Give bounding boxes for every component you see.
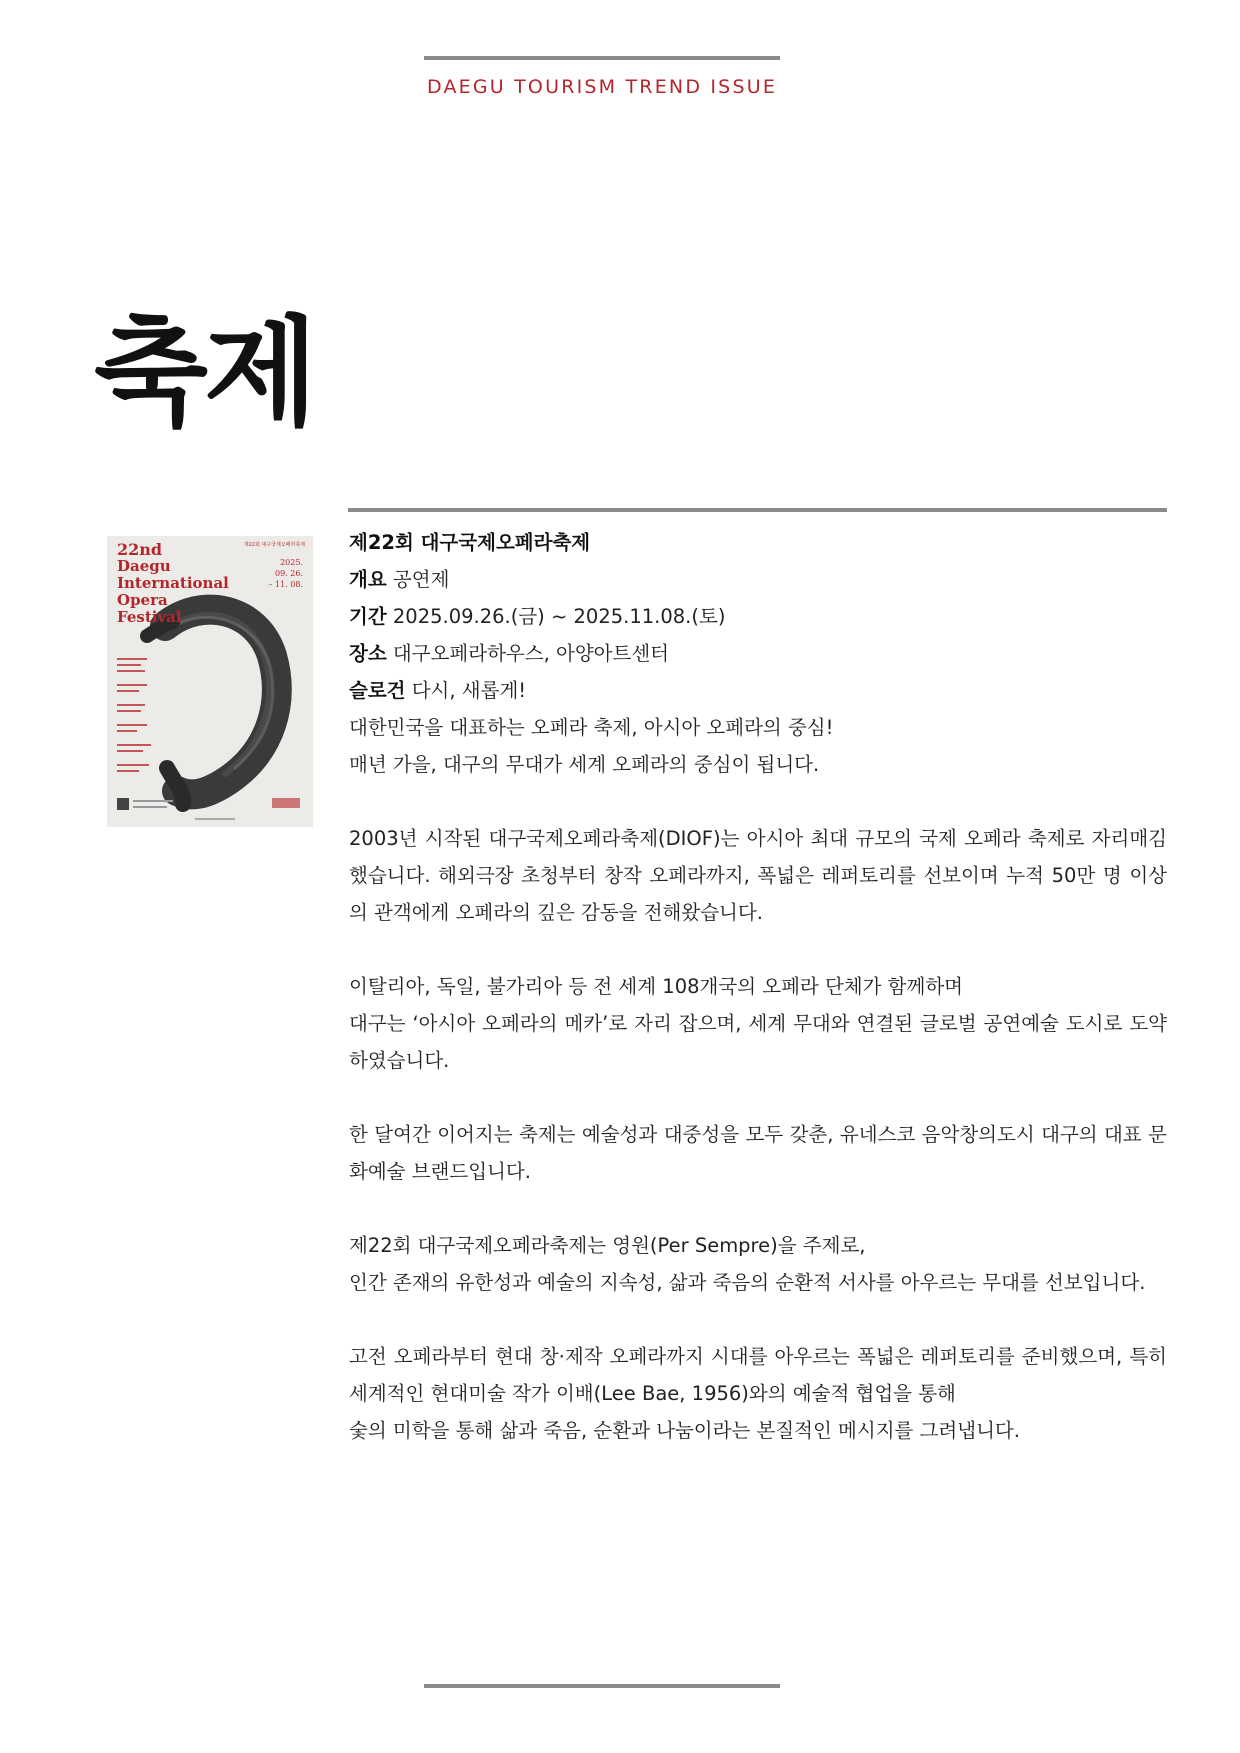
poster-korean-label: 제22회 대구국제오페라축제 — [243, 542, 305, 548]
slogan-row — [349, 672, 1167, 709]
poster-date-line: – 11. 08. — [268, 580, 303, 589]
period-value: 2025.09.26.(금) ~ 2025.11.08.(토) — [392, 605, 726, 628]
issue-header: DAEGU TOURISM TREND ISSUE — [426, 76, 778, 98]
body-paragraph-line: 고전 오페라부터 현대 창·제작 오페라까지 시대를 아우르는 폭넓은 레퍼토리를 준비했으며, 특히 세계적인 현대미술 작가 이배(Lee Bae, 1956)와의 예술적 협업을 통해 — [349, 1345, 1167, 1405]
poster-edition: 22nd — [117, 540, 163, 559]
top-divider — [424, 56, 780, 60]
tagline: 매년 가을, 대구의 무대가 세계 오페라의 중심이 됩니다. — [349, 753, 820, 776]
body-paragraph-line: 인간 존재의 유한성과 예술의 지속성, 삶과 죽음의 순환적 서사를 아우르는 무대를 선보입니다. — [349, 1271, 1146, 1294]
poster-title-line: Daegu — [117, 557, 171, 575]
page-title: 축제 — [94, 304, 314, 442]
slogan-label: 슬로건 — [349, 679, 406, 702]
festival-name: 제22회 대구국제오페라축제 — [349, 531, 591, 554]
period-label: 기간 — [349, 605, 387, 628]
body-paragraph: 2003년 시작된 대구국제오페라축제(DIOF)는 아시아 최대 규모의 국제 오페라 축제로 자리매김했습니다. 해외극장 초청부터 창작 오페라까지, 폭넓은 레퍼토리를 선보이며 누적 50만 명 이상의 관객에게 오페라의 깊은 감동을 전해왔습니다. — [349, 827, 1167, 924]
tagline: 대한민국을 대표하는 오페라 축제, 아시아 오페라의 중심! — [349, 716, 834, 739]
poster-date-line: 09. 26. — [275, 569, 303, 578]
body-paragraph-line: 이탈리아, 독일, 불가리아 등 전 세계 108개국의 오페라 단체가 함께하며 — [349, 975, 964, 998]
section-divider — [348, 508, 1167, 512]
festival-poster — [107, 536, 313, 827]
body-paragraph: 한 달여간 이어지는 축제는 예술성과 대중성을 모두 갖춘, 유네스코 음악창의도시 대구의 대표 문화예술 브랜드입니다. — [349, 1123, 1167, 1183]
overview-label: 개요 — [349, 568, 387, 591]
bottom-divider — [424, 1684, 780, 1688]
overview-value: 공연제 — [392, 568, 450, 591]
body-paragraph-line: 대구는 ‘아시아 오페라의 메카’로 자리 잡으며, 세계 무대와 연결된 글로벌 공연예술 도시로 도약하였습니다. — [349, 1012, 1167, 1072]
poster-title-line: Opera — [117, 591, 168, 609]
poster-title-line: Festival — [117, 608, 182, 626]
venue-value: 대구오페라하우스, 아양아트센터 — [392, 642, 670, 665]
period-row — [349, 598, 1167, 635]
poster-date-line: 2025. — [280, 558, 303, 567]
slogan-value: 다시, 새롭게! — [411, 679, 527, 702]
body-paragraph-line: 제22회 대구국제오페라축제는 영원(Per Sempre)을 주제로, — [349, 1234, 866, 1257]
body-paragraph-line: 숯의 미학을 통해 삶과 죽음, 순환과 나눔이라는 본질적인 메시지를 그려냅니다. — [349, 1419, 1020, 1442]
venue-label: 장소 — [349, 642, 387, 665]
overview-row — [349, 561, 1167, 598]
festival-content — [349, 524, 1167, 1449]
venue-row — [349, 635, 1167, 672]
poster-title-line: International — [117, 574, 229, 592]
